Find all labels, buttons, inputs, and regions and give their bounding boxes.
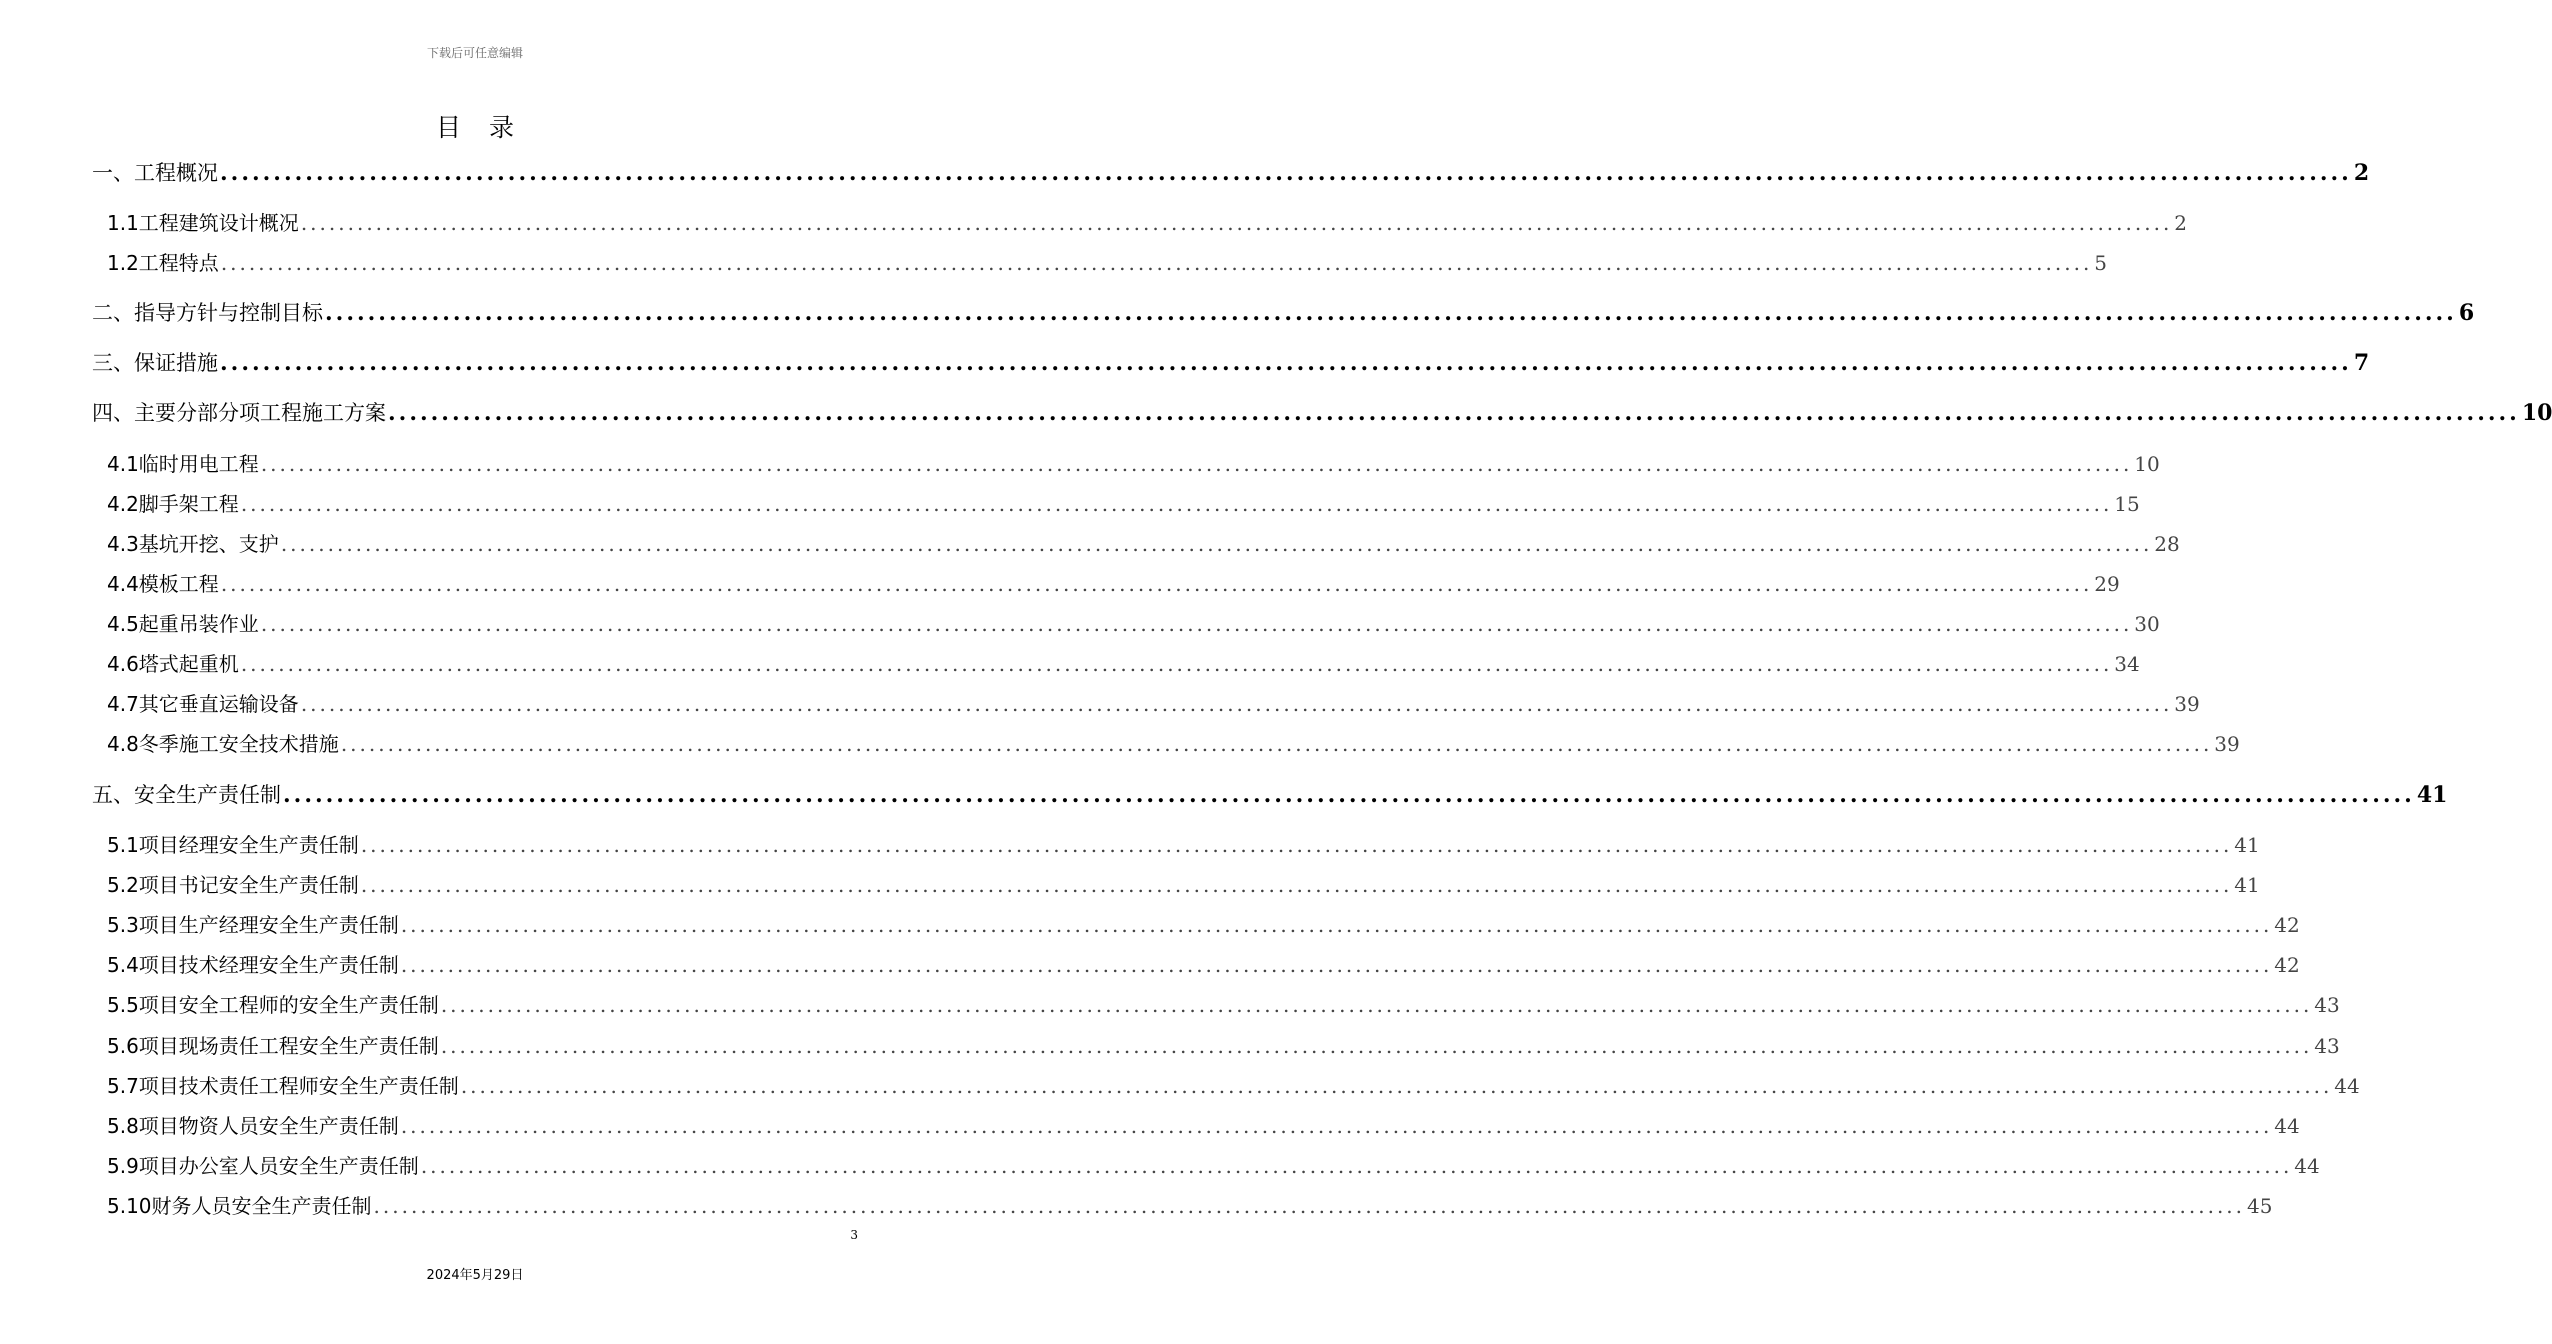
page-header: 下载后可任意编辑 [426, 46, 523, 60]
toc-entry-text: 1.2工程特点 [107, 251, 219, 275]
toc-section-entry[interactable] [107, 1149, 2320, 1183]
toc-entry-text: 4.7其它垂直运输设备 [107, 692, 299, 716]
toc-leader-dots: ........................................................................................................................................................................................................ [420, 1154, 2293, 1178]
toc-entry-text: 二、指导方针与控制目标 [92, 301, 323, 325]
toc-entry-page: 44 [2294, 1154, 2320, 1178]
toc-section-entry[interactable] [107, 988, 2340, 1022]
toc-leader-dots: ........................................................................................................................................................................................................ [400, 1114, 2273, 1138]
toc-entry-page: 15 [2114, 492, 2140, 516]
toc-section-entry[interactable] [107, 206, 2188, 240]
toc-leader-dots: ........................................................................................................................................................................................................ [280, 532, 2153, 556]
toc-entry-text: 4.1临时用电工程 [107, 452, 259, 476]
toc-section-entry[interactable] [107, 647, 2140, 681]
toc-section-entry[interactable] [107, 527, 2180, 561]
toc-entry-text: 5.9项目办公室人员安全生产责任制 [107, 1154, 419, 1178]
toc-leader-dots: ........................................................................................................................................................................................................ [240, 492, 2113, 516]
toc-entry-page: 29 [2094, 572, 2120, 596]
toc-entry-text: 4.5起重吊装作业 [107, 612, 259, 636]
toc-leader-dots: ........................................................................................................................................................................................................ [220, 572, 2093, 596]
toc-entry-page: 41 [2234, 833, 2260, 857]
toc-title-char-2: 录 [489, 113, 515, 142]
toc-entry-text: 5.10财务人员安全生产责任制 [107, 1194, 372, 1218]
toc-leader-dots: ........................................................................................................................................................................................................ [283, 782, 2415, 808]
toc-entry-page: 45 [2247, 1194, 2273, 1218]
toc-entry-page: 5 [2094, 251, 2108, 275]
toc-entry-text: 5.1项目经理安全生产责任制 [107, 833, 359, 857]
toc-leader-dots: ........................................................................................................................................................................................................ [260, 452, 2133, 476]
toc-entry-text: 5.8项目物资人员安全生产责任制 [107, 1114, 399, 1138]
toc-title-char-1: 目 [435, 113, 461, 142]
toc-leader-dots: ........................................................................................................................................................................................................ [220, 160, 2352, 186]
toc-entry-page: 10 [2521, 400, 2552, 426]
toc-leader-dots: ........................................................................................................................................................................................................ [325, 300, 2457, 326]
toc-leader-dots: ........................................................................................................................................................................................................ [373, 1194, 2246, 1218]
toc-chapter-entry[interactable] [92, 396, 2552, 430]
toc-leader-dots: ........................................................................................................................................................................................................ [240, 652, 2113, 676]
toc-entry-page: 10 [2134, 452, 2160, 476]
toc-chapter-entry[interactable] [92, 778, 2448, 812]
toc-entry-page: 41 [2234, 873, 2260, 897]
toc-leader-dots: ........................................................................................................................................................................................................ [400, 953, 2273, 977]
toc-leader-dots: ........................................................................................................................................................................................................ [260, 612, 2133, 636]
toc-entry-text: 4.8冬季施工安全技术措施 [107, 732, 339, 756]
toc-entry-text: 5.4项目技术经理安全生产责任制 [107, 953, 399, 977]
toc-leader-dots: ........................................................................................................................................................................................................ [360, 833, 2233, 857]
toc-section-entry[interactable] [107, 246, 2108, 280]
toc-leader-dots: ........................................................................................................................................................................................................ [300, 211, 2173, 235]
toc-leader-dots: ........................................................................................................................................................................................................ [340, 732, 2213, 756]
toc-section-entry[interactable] [107, 1029, 2340, 1063]
toc-chapter-entry[interactable] [92, 346, 2370, 380]
toc-entry-page: 2 [2174, 211, 2188, 235]
toc-entry-page: 42 [2274, 913, 2300, 937]
toc-section-entry[interactable] [107, 948, 2300, 982]
toc-entry-page: 28 [2154, 532, 2180, 556]
toc-leader-dots: ........................................................................................................................................................................................................ [440, 993, 2313, 1017]
toc-entry-page: 7 [2353, 350, 2370, 376]
toc-section-entry[interactable] [107, 687, 2200, 721]
toc-leader-dots: ........................................................................................................................................................................................................ [388, 400, 2520, 426]
toc-section-entry[interactable] [107, 1109, 2300, 1143]
toc-entry-page: 6 [2458, 300, 2475, 326]
toc-entry-text: 五、安全生产责任制 [92, 783, 281, 807]
toc-section-entry[interactable] [107, 607, 2160, 641]
toc-section-entry[interactable] [107, 487, 2140, 521]
toc-section-entry[interactable] [107, 1069, 2360, 1103]
toc-entry-page: 34 [2114, 652, 2140, 676]
toc-title [0, 108, 950, 144]
toc-section-entry[interactable] [107, 908, 2300, 942]
toc-leader-dots: ........................................................................................................................................................................................................ [300, 692, 2173, 716]
toc-leader-dots: ........................................................................................................................................................................................................ [220, 350, 2352, 376]
toc-entry-text: 5.2项目书记安全生产责任制 [107, 873, 359, 897]
toc-leader-dots: ........................................................................................................................................................................................................ [400, 913, 2273, 937]
page-number: 3 [850, 1228, 858, 1242]
toc-section-entry[interactable] [107, 447, 2160, 481]
toc-entry-page: 44 [2334, 1074, 2360, 1098]
page-footer-date: 2024年5月29日 [426, 1268, 524, 1283]
toc-entry-text: 4.4模板工程 [107, 572, 219, 596]
toc-chapter-entry[interactable] [92, 296, 2475, 330]
toc-entry-text: 三、保证措施 [92, 351, 218, 375]
toc-entry-text: 5.6项目现场责任工程安全生产责任制 [107, 1034, 439, 1058]
toc-entry-text: 一、工程概况 [92, 161, 218, 185]
toc-chapter-entry[interactable] [92, 156, 2370, 190]
toc-leader-dots: ........................................................................................................................................................................................................ [360, 873, 2233, 897]
toc-section-entry[interactable] [107, 868, 2260, 902]
toc-entry-page: 42 [2274, 953, 2300, 977]
toc-section-entry[interactable] [107, 1189, 2273, 1223]
toc-entry-text: 4.3基坑开挖、支护 [107, 532, 279, 556]
toc-entry-page: 43 [2314, 993, 2340, 1017]
toc-entry-page: 30 [2134, 612, 2160, 636]
toc-entry-page: 41 [2416, 782, 2448, 808]
toc-entry-text: 5.3项目生产经理安全生产责任制 [107, 913, 399, 937]
toc-entry-text: 5.7项目技术责任工程师安全生产责任制 [107, 1074, 459, 1098]
toc-entry-page: 39 [2214, 732, 2240, 756]
toc-entry-page: 44 [2274, 1114, 2300, 1138]
toc-entry-text: 4.6塔式起重机 [107, 652, 239, 676]
toc-entry-page: 2 [2353, 160, 2370, 186]
toc-leader-dots: ........................................................................................................................................................................................................ [220, 251, 2093, 275]
toc-section-entry[interactable] [107, 727, 2240, 761]
toc-section-entry[interactable] [107, 828, 2260, 862]
toc-leader-dots: ........................................................................................................................................................................................................ [440, 1034, 2313, 1058]
toc-entry-page: 39 [2174, 692, 2200, 716]
toc-section-entry[interactable] [107, 567, 2120, 601]
toc-entry-text: 5.5项目安全工程师的安全生产责任制 [107, 993, 439, 1017]
toc-entry-text: 1.1工程建筑设计概况 [107, 211, 299, 235]
toc-entry-text: 4.2脚手架工程 [107, 492, 239, 516]
toc-entry-page: 43 [2314, 1034, 2340, 1058]
toc-leader-dots: ........................................................................................................................................................................................................ [460, 1074, 2333, 1098]
toc-entry-text: 四、主要分部分项工程施工方案 [92, 401, 386, 425]
